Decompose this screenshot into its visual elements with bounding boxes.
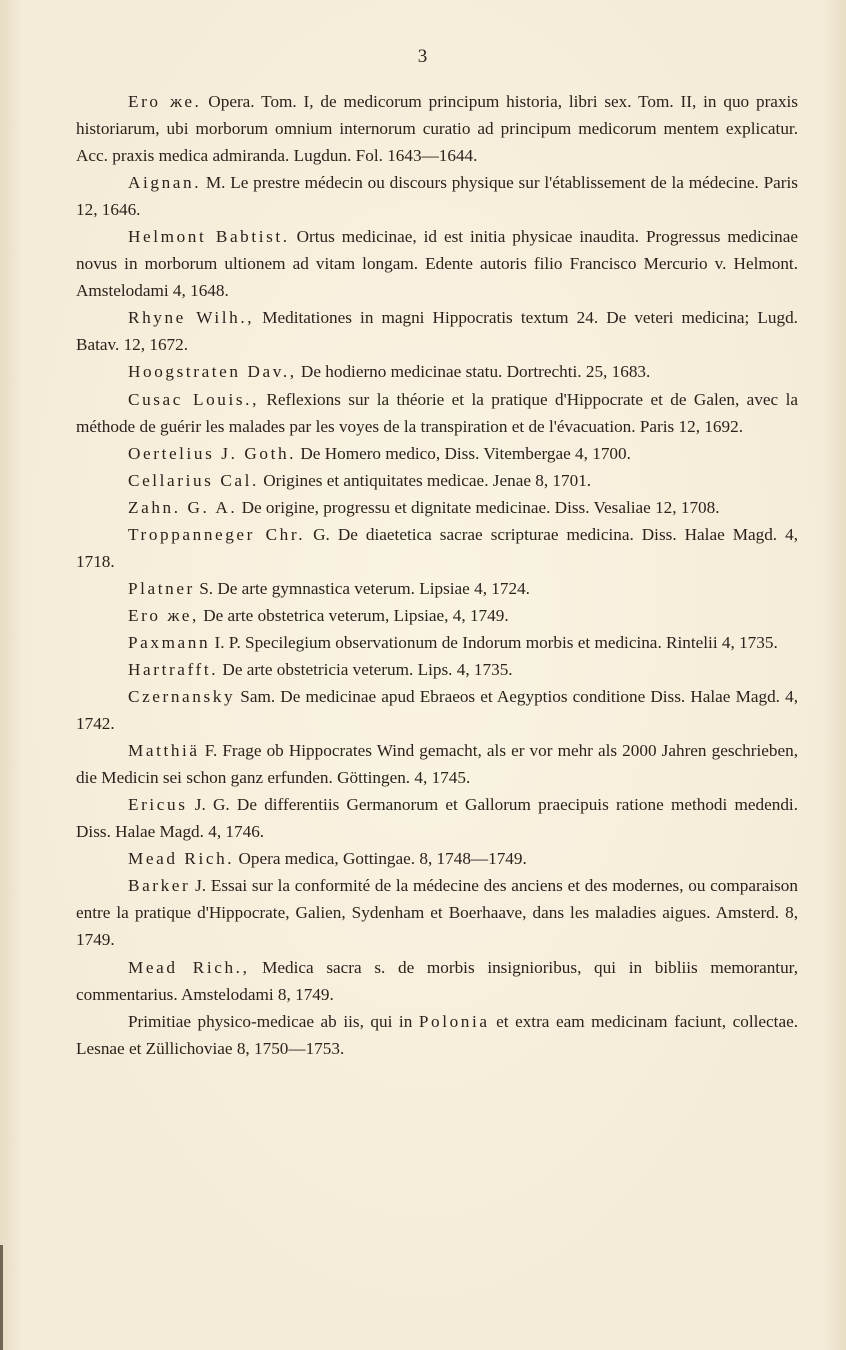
entry-author: Ero же. xyxy=(128,92,202,111)
bibliography-entry xyxy=(76,494,798,521)
bibliography-entry xyxy=(76,791,798,845)
bibliography-entry xyxy=(76,386,798,440)
entry-author: Cusac Louis., xyxy=(128,389,259,409)
entry-text: De hodierno medicinae statu. Dortrechti. 25, 1683. xyxy=(296,362,651,382)
bibliography-entry xyxy=(76,88,798,169)
page-number: 3 xyxy=(417,46,429,67)
entry-author: Hoogstraten Dav., xyxy=(128,362,297,382)
bibliography-list xyxy=(76,88,798,1062)
entry-author: Rhyne Wilh., xyxy=(128,308,255,328)
bibliography-entry xyxy=(76,169,798,223)
entry-author: Ericus xyxy=(128,795,188,815)
entry-author: Zahn. G. A. xyxy=(128,497,238,517)
entry-text: Reflexions sur la théorie et la pratique d'Hippocrate et de Galen, avec la méthode de guérir les malades par les voyes de la transpiration et de l'évacuation. Paris 12, 1692. xyxy=(76,389,798,436)
entry-text: G. De diaetetica sacrae scripturae medicina. Diss. Halae Magd. 4, 1718. xyxy=(76,524,798,571)
entry-author: Polonia xyxy=(418,1011,490,1031)
bibliography-entry xyxy=(76,521,798,575)
entry-text: I. P. Specilegium observationum de Indorum morbis et medicina. Rintelii 4, 1735. xyxy=(210,632,778,652)
bibliography-entry xyxy=(76,845,798,872)
entry-text: De arte obstetricia veterum. Lips. 4, 1735. xyxy=(218,659,513,679)
bibliography-entry xyxy=(76,223,798,304)
entry-text: Meditationes in magni Hippocratis textum 24. De veteri medicina; Lugd. Batav. 12, 1672. xyxy=(76,308,798,355)
entry-text: Opera medica, Gottingae. 8, 1748—1749. xyxy=(234,849,527,869)
bibliography-entry xyxy=(76,575,798,602)
entry-author: Cellarius Cal. xyxy=(128,470,259,490)
entry-author: Oertelius J. Goth. xyxy=(128,443,297,463)
bibliography-entry xyxy=(76,467,798,494)
bibliography-entry xyxy=(76,440,798,467)
entry-text: M. Le prestre médecin ou discours physique sur l'établissement de la médecine. Paris 12, 1646. xyxy=(76,173,798,220)
bibliography-entry xyxy=(76,602,798,629)
entry-author: Ero же, xyxy=(128,605,199,625)
entry-text: De Homero medico, Diss. Vitembergae 4, 1700. xyxy=(296,443,631,463)
entry-text: J. G. De differentiis Germanorum et Gallorum praecipuis ratione methodi medendi. Diss. Halae Magd. 4, 1746. xyxy=(76,795,798,842)
bibliography-entry xyxy=(76,954,798,1008)
entry-author: Platner xyxy=(128,578,195,598)
entry-author: Matthiä xyxy=(128,741,200,761)
entry-prefix: Primitiae physico-medicae ab iis, qui in xyxy=(128,1011,419,1031)
entry-author: Aignan. xyxy=(128,173,202,193)
entry-author: Barker xyxy=(128,876,191,896)
entry-text: Sam. De medicinae apud Ebraeos et Aegyptios conditione Diss. Halae Magd. 4, 1742. xyxy=(76,687,798,734)
entry-text: Origines et antiquitates medicae. Jenae 8, 1701. xyxy=(258,470,592,490)
entry-text: F. Frage ob Hippocrates Wind gemacht, als er vor mehr als 2000 Jahren geschrieben, die Medicin sei schon ganz erfunden. Göttingen. 4, 1745. xyxy=(76,741,798,788)
entry-author: Czernansky xyxy=(128,687,236,707)
entry-text: Ortus medicinae, id est initia physicae inaudita. Progressus medicinae novus in morborum ultionem ad vitam longam. Edente autoris filio Francisco Mercurio v. Helmont. Amstelodami 4, 1648. xyxy=(76,227,799,301)
bibliography-entry xyxy=(76,629,798,656)
bibliography-entry xyxy=(76,737,798,791)
entry-text: J. Essai sur la conformité de la médecine des anciens et des modernes, ou comparaison entre la pratique d'Hippocrate, Galien, Sydenham et Boerhaave, dans les maladies aigues. Amsterd. 8, 1749. xyxy=(76,876,798,950)
entry-text: Opera. Tom. I, de medicorum principum historia, libri sex. Tom. II, in quo praxis historiarum, ubi morborum omnium internorum curatio ad principum medicorum mentem explicatur. Acc. praxis medica admiranda. Lugdun. Fol. 1643—1644. xyxy=(76,92,798,166)
entry-author: Helmont Babtist. xyxy=(128,227,290,247)
bibliography-entry xyxy=(76,656,798,683)
binding-edge-mark xyxy=(0,1245,3,1350)
entry-author: Mead Rich. xyxy=(128,849,235,869)
entry-author: Troppanneger Chr. xyxy=(128,524,306,544)
entry-text: S. De arte gymnastica veterum. Lipsiae 4, 1724. xyxy=(194,578,530,598)
entry-author: Paxmann xyxy=(128,632,211,652)
bibliography-entry xyxy=(76,358,798,385)
bibliography-entry xyxy=(76,304,798,358)
entry-text: Medica sacra s. de morbis insignioribus, qui in bibliis memorantur, commentarius. Amstelodami 8, 1749. xyxy=(76,957,798,1004)
entry-text: De origine, progressu et dignitate medicinae. Diss. Vesaliae 12, 1708. xyxy=(237,497,720,517)
bibliography-entry xyxy=(76,872,798,953)
entry-text: et extra eam medicinam faciunt, collectae. Lesnae et Züllichoviae 8, 1750—1753. xyxy=(76,1011,798,1058)
entry-text: De arte obstetrica veterum, Lipsiae, 4, 1749. xyxy=(198,605,509,625)
entry-author: Hartrafft. xyxy=(128,659,219,679)
bibliography-entry xyxy=(76,1008,798,1062)
entry-author: Mead Rich., xyxy=(128,957,250,977)
bibliography-entry xyxy=(76,683,798,737)
